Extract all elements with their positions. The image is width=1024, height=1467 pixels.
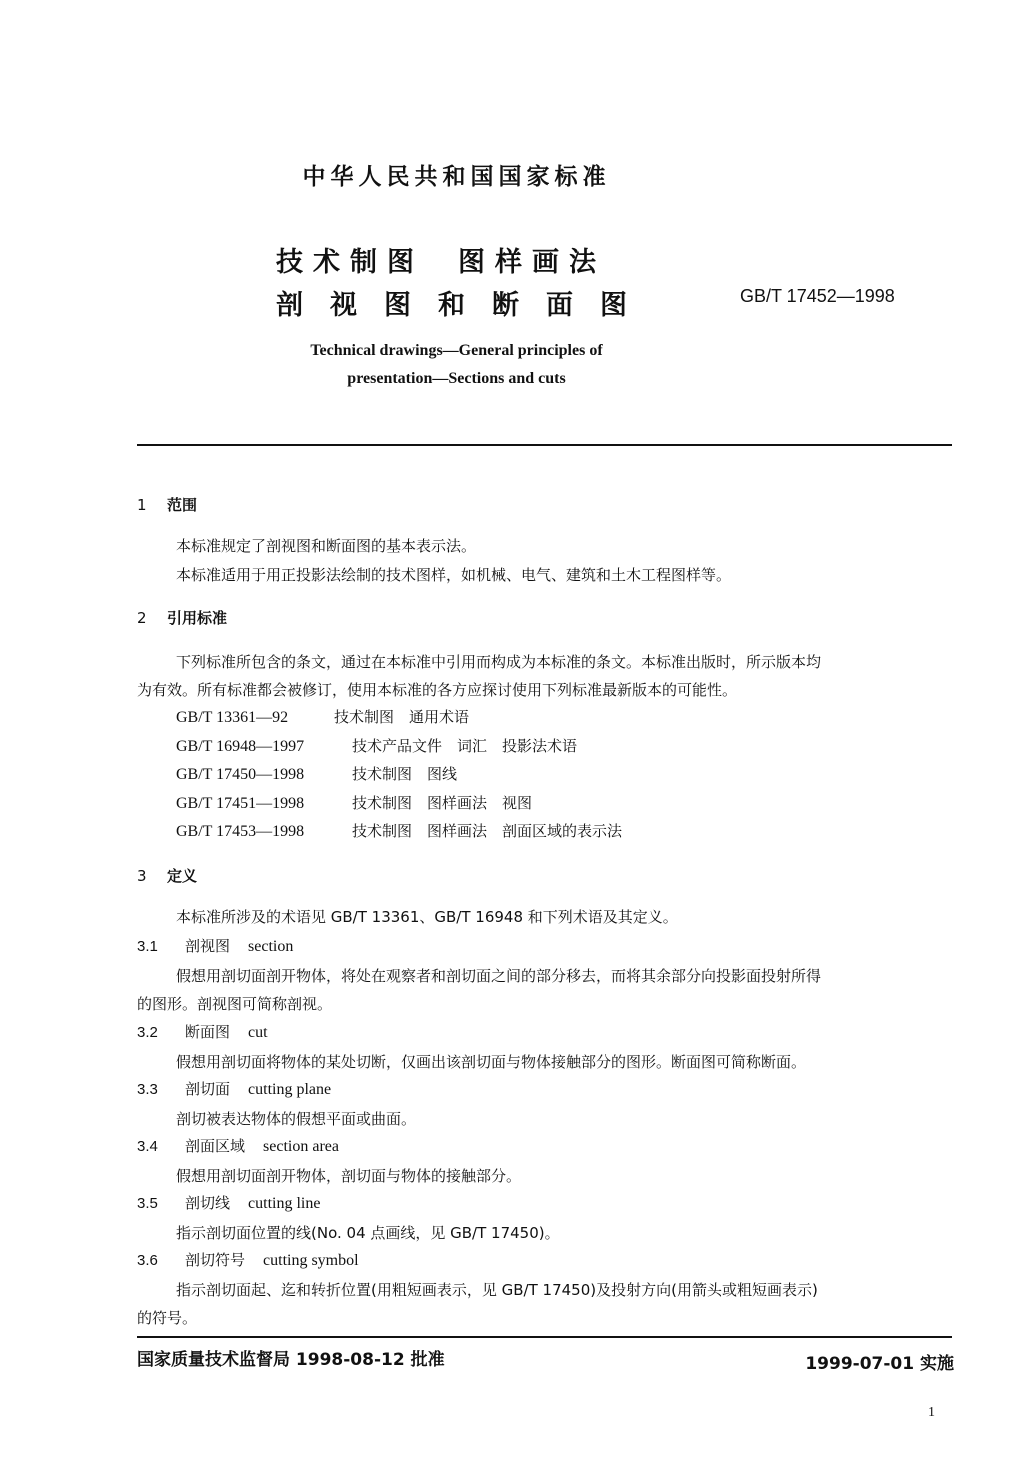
section-3-intro: 本标准所涉及的术语见 GB/T 13361、GB/T 16948 和下列术语及其定义。	[176, 908, 678, 926]
definition-term	[137, 1192, 320, 1213]
reference-title: 技术产品文件 词汇 投影法术语	[352, 737, 578, 755]
definition-term	[137, 1078, 331, 1099]
definition-text: 指示剖切面位置的线(No. 04 点画线，见 GB/T 17450)。	[176, 1224, 560, 1242]
definition-term	[137, 1135, 339, 1156]
definition-text: 指示剖切面起、迄和转折位置(用粗短画表示，见 GB/T 17450)及投射方向(用箭头或粗短画表示)	[176, 1281, 818, 1299]
section-title: 定义	[167, 867, 198, 885]
section-number: 2	[137, 609, 147, 627]
definition-text: 假想用剖切面剖开物体，剖切面与物体的接触部分。	[176, 1167, 522, 1185]
implementation-date: 1999-07-01 实施	[805, 1354, 954, 1374]
reference-title: 技术制图 图线	[352, 765, 458, 783]
term-chinese: 剖切线	[185, 1194, 231, 1212]
definition-number: 3.6	[137, 1252, 158, 1269]
reference-code: GB/T 13361—92	[176, 709, 289, 726]
term-chinese: 剖切面	[185, 1080, 231, 1098]
section-1-paragraph-2: 本标准适用于用正投影法绘制的技术图样，如机械、电气、建筑和土木工程图样等。	[176, 566, 732, 584]
reference-title: 技术制图 图样画法 视图	[352, 794, 533, 812]
title-part-a: 技术制图	[276, 247, 424, 278]
section-2-heading	[137, 607, 227, 628]
term-english: cut	[248, 1024, 268, 1041]
term-english: cutting line	[248, 1195, 321, 1212]
section-1-heading	[137, 494, 197, 515]
definition-text-continued: 的图形。剖视图可简称剖视。	[137, 995, 333, 1013]
term-chinese: 剖面区域	[185, 1137, 246, 1155]
section-title: 引用标准	[167, 609, 228, 627]
definition-number: 3.1	[137, 938, 158, 955]
approval-date: 国家质量技术监督局 1998-08-12 批准	[137, 1350, 445, 1370]
definition-term	[137, 935, 293, 956]
definition-number: 3.3	[137, 1081, 158, 1098]
reference-code: GB/T 17453—1998	[176, 823, 305, 840]
definition-text: 假想用剖切面将物体的某处切断，仅画出该剖切面与物体接触部分的图形。断面图可简称断面。	[176, 1053, 807, 1071]
section-title: 范围	[167, 496, 198, 514]
standard-number: GB/T 17452—1998	[740, 286, 895, 306]
definition-term	[137, 1021, 268, 1042]
definition-text-continued: 的符号。	[137, 1309, 198, 1327]
section-number: 3	[137, 867, 147, 885]
reference-code: GB/T 17450—1998	[176, 766, 305, 783]
section-2-paragraph-line-1: 下列标准所包含的条文，通过在本标准中引用而构成为本标准的条文。本标准出版时，所示版本均	[176, 653, 822, 671]
title-part-b: 图样画法	[458, 247, 606, 278]
term-english: section	[248, 938, 294, 955]
term-chinese: 断面图	[185, 1023, 231, 1041]
page-number: 1	[928, 1405, 935, 1420]
reference-item	[176, 735, 577, 756]
section-1-paragraph-1: 本标准规定了剖视图和断面图的基本表示法。	[176, 537, 477, 555]
reference-item	[176, 706, 469, 727]
reference-item	[176, 763, 457, 784]
term-english: cutting symbol	[263, 1252, 359, 1269]
title-line-2: 剖视图和断面图	[276, 290, 654, 321]
definition-text: 剖切被表达物体的假想平面或曲面。	[176, 1110, 417, 1128]
definition-number: 3.2	[137, 1024, 158, 1041]
definition-number: 3.4	[137, 1138, 158, 1155]
header-divider	[137, 444, 952, 446]
section-2-paragraph-line-2: 为有效。所有标准都会被修订，使用本标准的各方应探讨使用下列标准最新版本的可能性。	[137, 681, 738, 699]
definition-term	[137, 1249, 359, 1270]
term-english: section area	[263, 1138, 339, 1155]
reference-code: GB/T 16948—1997	[176, 738, 305, 755]
reference-title: 技术制图 图样画法 剖面区域的表示法	[352, 822, 623, 840]
reference-item	[176, 820, 622, 841]
reference-item	[176, 792, 532, 813]
term-english: cutting plane	[248, 1081, 332, 1098]
reference-title: 技术制图 通用术语	[334, 708, 470, 726]
footer-divider	[137, 1336, 952, 1338]
title-line-1	[276, 240, 606, 279]
reference-code: GB/T 17451—1998	[176, 795, 305, 812]
english-title-line-2: presentation—Sections and cuts	[347, 370, 566, 387]
english-title-line-1: Technical drawings—General principles of	[310, 342, 603, 359]
section-3-heading	[137, 865, 197, 886]
definition-number: 3.5	[137, 1195, 158, 1212]
section-number: 1	[137, 496, 147, 514]
term-chinese: 剖切符号	[185, 1251, 246, 1269]
term-chinese: 剖视图	[185, 937, 231, 955]
national-standard-heading: 中华人民共和国国家标准	[302, 164, 611, 190]
definition-text: 假想用剖切面剖开物体，将处在观察者和剖切面之间的部分移去，而将其余部分向投影面投射所得	[176, 967, 822, 985]
